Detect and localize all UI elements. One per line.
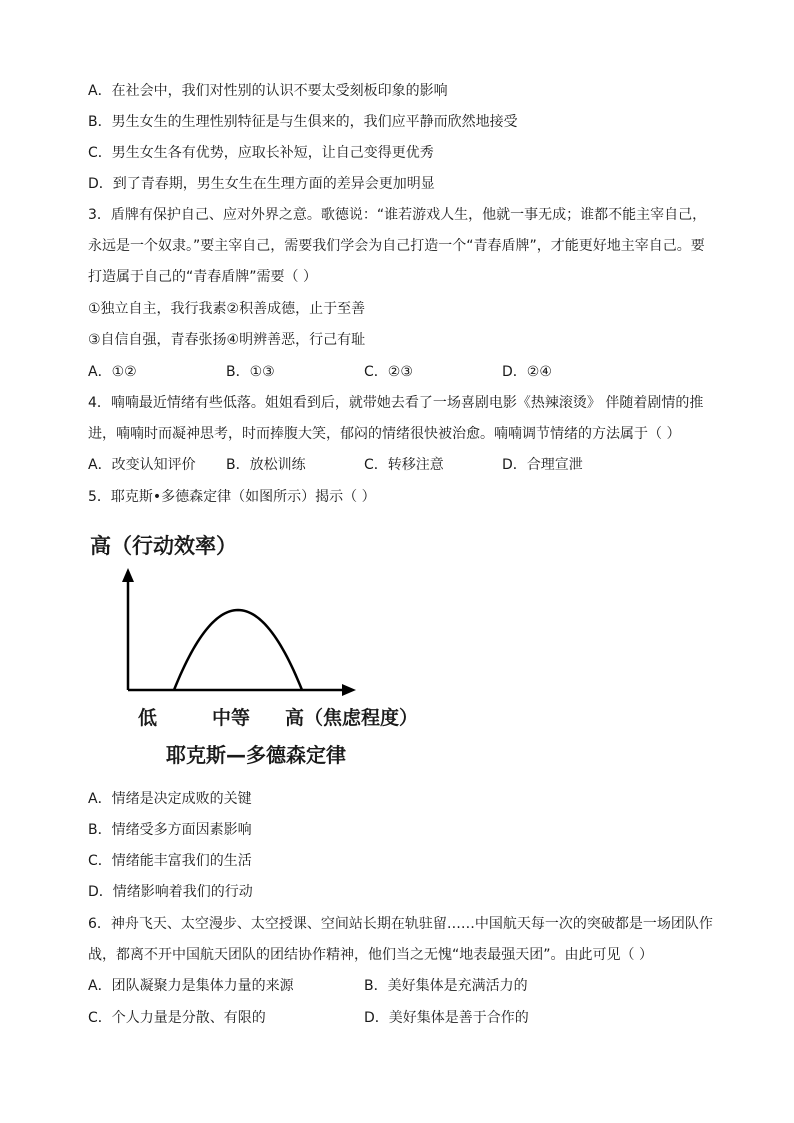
q5-option-d: D．情绪影响着我们的行动 (88, 884, 253, 900)
q3-option-a: A．①② (88, 364, 137, 380)
q3-items-12: ①独立自主，我行我素②积善成德，止于至善 (88, 301, 366, 317)
q6-option-b: B．美好集体是充满活力的 (364, 978, 528, 994)
x-label-medium: 中等 (212, 707, 251, 729)
performance-curve (174, 610, 302, 690)
q4-stem-line1: 4．喃喃最近情绪有些低落。姐姐看到后，就带她去看了一场喜剧电影《热辣滚烫》 伴随着剧情的推 (88, 395, 704, 411)
q4-stem-line2: 进，喃喃时而凝神思考，时而捧腹大笑，郁闷的情绪很快被治愈。喃喃调节情绪的方法属于（ ） (88, 426, 681, 442)
yerkes-dodson-chart (110, 560, 370, 710)
q2-option-d: D．到了青春期，男生女生在生理方面的差异会更加明显 (88, 176, 435, 192)
figure-caption: 耶克斯—多德森定律 (166, 743, 346, 767)
q2-option-c: C．男生女生各有优势，应取长补短，让自己变得更优秀 (88, 145, 434, 161)
q6-option-a: A．团队凝聚力是集体力量的来源 (88, 978, 294, 994)
q4-option-a: A．改变认知评价 (88, 457, 196, 473)
q2-option-b: B．男生女生的生理性别特征是与生俱来的，我们应平静而欣然地接受 (88, 114, 518, 130)
q4-option-c: C．转移注意 (364, 457, 444, 473)
q6-stem-line1: 6．神舟飞天、太空漫步、太空授课、空间站长期在轨驻留……中国航天每一次的突破都是一场团队作 (88, 916, 713, 932)
q3-option-b: B．①③ (226, 364, 275, 380)
q5-option-a: A．情绪是决定成败的关键 (88, 791, 252, 807)
q3-stem-line3: 打造属于自己的“青春盾牌”需要（ ） (88, 269, 317, 285)
q3-option-d: D．②④ (502, 364, 552, 380)
x-axis-arrow (342, 684, 356, 696)
x-label-low: 低 (138, 707, 158, 729)
q4-option-b: B．放松训练 (226, 457, 306, 473)
q3-stem-line1: 3．盾牌有保护自己、应对外界之意。歌德说：“谁若游戏人生，他就一事无成；谁都不能主宰自己， (88, 207, 707, 223)
q4-option-d: D．合理宣泄 (502, 457, 583, 473)
q3-stem-line2: 永远是一个奴隶。”要主宰自己，需要我们学会为自己打造一个“青春盾牌”，才能更好地主宰自己。要 (88, 238, 705, 254)
q3-option-c: C．②③ (364, 364, 413, 380)
x-label-high: 高（焦虑程度） (285, 707, 419, 729)
q6-option-c: C．个人力量是分散、有限的 (88, 1010, 266, 1026)
chart-y-axis-title: 高（行动效率） (90, 534, 237, 558)
q5-option-b: B．情绪受多方面因素影响 (88, 822, 252, 838)
q6-stem-line2: 战，都离不开中国航天团队的团结协作精神，他们当之无愧“地表最强天团”。由此可见（ ） (88, 947, 653, 963)
q5-option-c: C．情绪能丰富我们的生活 (88, 853, 252, 869)
q5-stem: 5．耶克斯•多德森定律（如图所示）揭示（ ） (88, 489, 376, 505)
q6-option-d: D．美好集体是善于合作的 (364, 1010, 529, 1026)
q2-option-a: A．在社会中，我们对性别的认识不要太受刻板印象的影响 (88, 83, 448, 99)
y-axis-arrow (122, 568, 134, 582)
q3-items-34: ③自信自强，青春张扬④明辨善恶，行己有耻 (88, 332, 366, 348)
